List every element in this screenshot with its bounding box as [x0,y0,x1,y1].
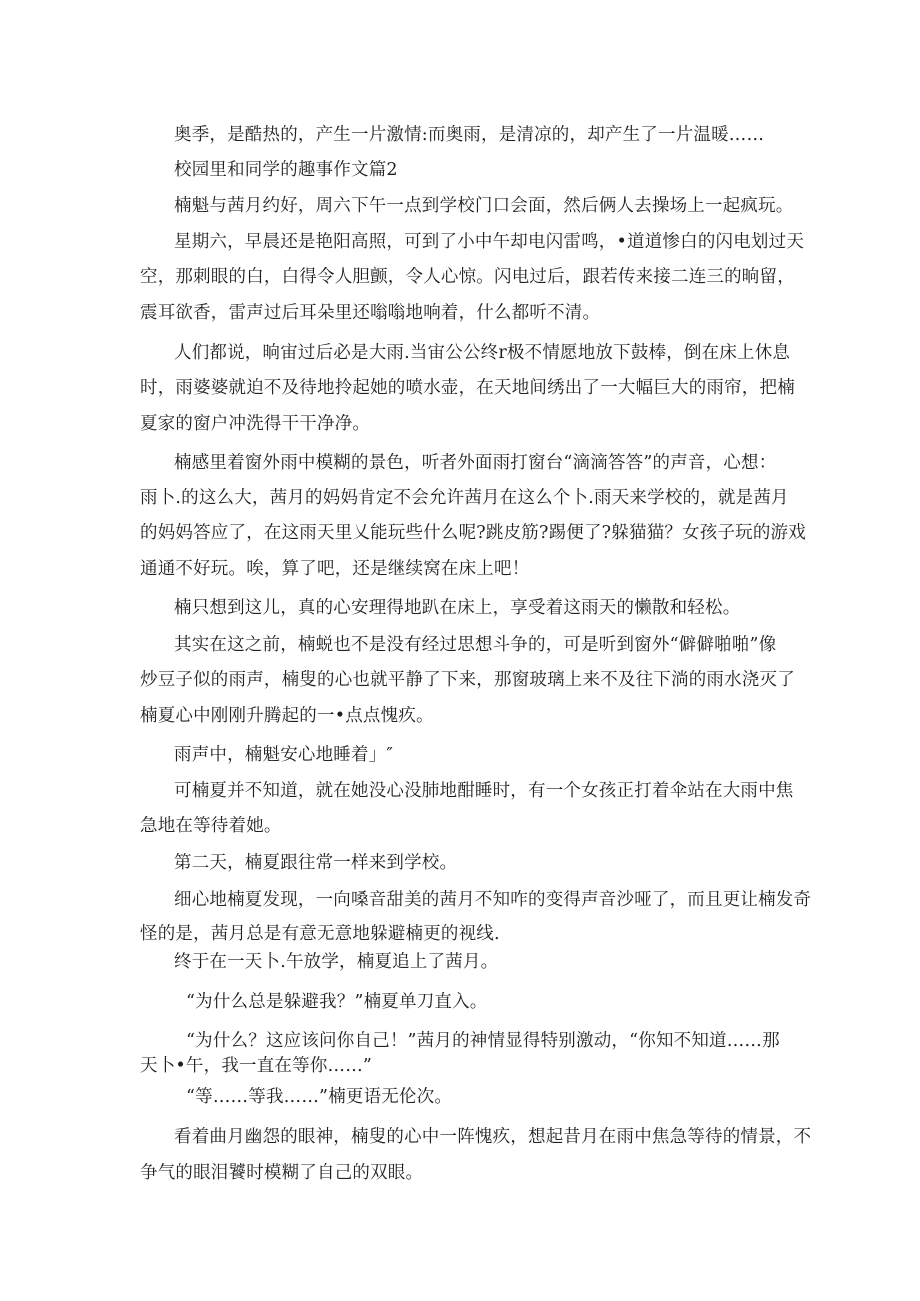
paragraph-line: 奥季，是酷热的，产生一片激情:而奥雨，是清凉的，却产生了一片温暖…… [174,125,765,145]
paragraph-line: “为什么总是躲避我？”楠夏单刀直入。 [186,992,488,1012]
paragraph-line: 楠只想到这儿，真的心安理得地趴在床上，享受着这雨天的懒散和轻松。 [174,598,741,618]
paragraph-line: 夏家的窗户冲洗得干干净净。 [140,414,371,434]
paragraph-line: 的妈妈答应了，在这雨天里乂能玩些什么呢?跳皮筋?踢便了?躲猫猫？女孩子玩的游戏 [140,523,806,543]
paragraph-line: 楠魁与茜月约好，周六下午一点到学校门口会面，然后俩人去操场上一起疯玩。 [174,196,794,216]
paragraph-line: 震耳欲香，雷声过后耳朵里还嗡嗡地响着，什么都听不清。 [140,303,601,323]
paragraph-line: 雨卜.的这么大，茜月的妈妈肯定不会允许茜月在这么个卜.雨天来学校的，就是茜月 [140,488,789,508]
paragraph-line: 楠夏心中刚刚升腾起的一•点点愧疚。 [140,706,434,726]
paragraph-line: 时，雨婆婆就迫不及待地拎起她的喷水壶，在天地间绣出了一大幅巨大的雨帘，把楠 [140,378,795,398]
paragraph-line: 其实在这之前，楠蜕也不是没有经过思想斗争的，可是听到窗外“僻僻啪啪”像 [174,635,777,655]
paragraph-line: 雨声中，楠魁安心地睡着」″ [174,745,394,765]
paragraph-line: 争气的眼泪饕时模糊了自己的双眼。 [140,1163,424,1183]
paragraph-line: 终于在一天卜.午放学，楠夏追上了茜月。 [174,952,499,972]
paragraph-line: 天卜•午，我一直在等你……” [140,1056,373,1076]
paragraph-line: 急地在等待着她。 [140,816,282,836]
paragraph-line: 楠感里着窗外雨中模糊的景色，听者外面雨打窗台“滴滴答答”的声音，心想： [174,453,777,473]
section-heading: 校园里和同学的趣事作文篇2 [174,160,398,180]
paragraph-line: 看着曲月幽怨的眼神，楠叟的心中一阵愧疚，想起昔月在雨中焦急等待的情景，不 [174,1127,812,1147]
paragraph-line: 空，那刺眼的白，白得令人胆颤，令人心惊。闪电过后，跟若传来接二连三的晌留， [140,267,795,287]
paragraph-line: 星期六，早晨还是艳阳高照，可到了小中午却电闪雷鸣，•道道惨白的闪电划过天 [174,232,805,252]
paragraph-line: 可楠夏并不知道，就在她没心没肺地酣睡时，有一个女孩正打着伞站在大雨中焦 [174,781,794,801]
paragraph-line: “等……等我……”楠更语无伦次。 [186,1087,453,1107]
paragraph-line: 细心地楠夏发现，一向嗓音甜美的茜月不知咋的变得声音沙哑了，而且更让楠发奇 [174,890,812,910]
paragraph-line: 炒豆子似的雨声，楠叟的心也就平静了下来，那窗玻璃上来不及往下淌的雨水浇灭了 [140,670,795,690]
paragraph-line: 怪的是，茜月总是有意无意地躲避楠更的视线. [140,924,500,944]
paragraph-line: 通通不好玩。唉，算了吧，还是继续窝在床上吧！ [140,559,530,579]
paragraph-line: 第二天，楠夏跟往常一样来到学校。 [174,853,458,873]
paragraph-line: “为什么？这应该问你自己！”茜月的神情显得特别激动，“你知不知道……那 [186,1031,780,1051]
paragraph-line: 人们都说，晌宙过后必是大雨.当宙公公终r极不情愿地放下鼓棒，倒在床上休息 [174,343,791,363]
